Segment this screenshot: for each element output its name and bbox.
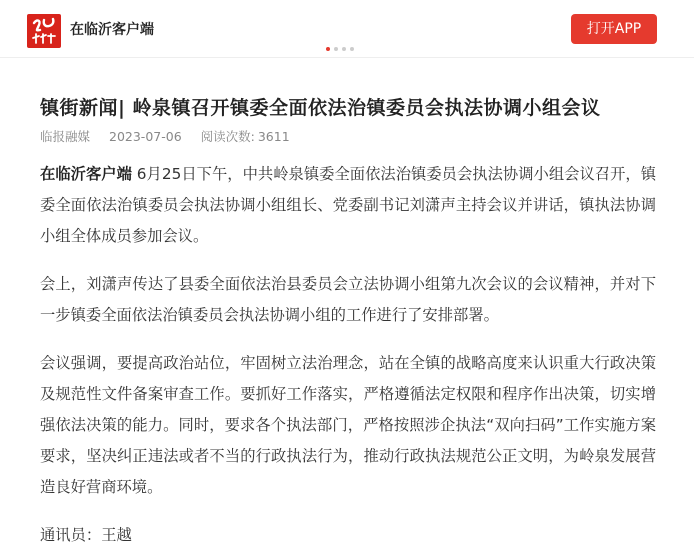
- article-title: 镇街新闻| 岭泉镇召开镇委全面依法治镇委员会执法协调小组会议: [40, 96, 601, 119]
- article-meta: [40, 127, 305, 147]
- reporter-label: 通讯员：: [40, 526, 102, 544]
- article-source: 临报融媒: [40, 129, 91, 144]
- article-paragraph: 会上，刘潇声传达了县委全面依法治县委员会立法协调小组第九次会议的会议精神，并对下一步镇委全面依法治镇委员会执法协调小组的工作进行了安排部署。: [40, 275, 656, 324]
- carousel-indicator: [326, 47, 358, 53]
- carousel-dot[interactable]: [334, 47, 338, 51]
- read-count: [201, 129, 290, 144]
- open-app-button[interactable]: 打开APP: [571, 14, 657, 44]
- article-paragraph: [40, 159, 656, 252]
- article-body: [40, 159, 656, 551]
- article-date: 2023-07-06: [109, 129, 182, 144]
- carousel-dot[interactable]: [342, 47, 346, 51]
- carousel-dot[interactable]: [326, 47, 330, 51]
- reporter-name: 王越: [101, 526, 132, 544]
- carousel-dot[interactable]: [350, 47, 354, 51]
- linyi-logo-icon[interactable]: [27, 14, 61, 48]
- app-header: [0, 0, 694, 58]
- read-count-label: 阅读次数:: [200, 129, 255, 144]
- paragraph-text: 6月25日下午，中共岭泉镇委全面依法治镇委员会执法协调小组会议召开，镇委全面依法治镇委员会执法协调小组组长、党委副书记刘潇声主持会议并讲话，镇执法协调小组全体成员参加会议。: [40, 165, 656, 245]
- article-lead: 在临沂客户端: [40, 165, 132, 183]
- app-name: 在临沂客户端: [70, 22, 154, 38]
- read-count-value: 3611: [257, 129, 290, 144]
- article-paragraph: 会议强调，要提高政治站位，牢固树立法治理念，站在全镇的战略高度来认识重大行政决策及规范性文件备案审查工作。要抓好工作落实，严格遵循法定权限和程序作出决策，切实增强依法决策的能力。同时，要求各个执法部门，严格按照涉企执法“双向扫码”工作实施方案要求，坚决纠正违法或者不当的行政执法行为，推动行政执法规范公正文明，为岭泉发展营造良好营商环境。: [40, 354, 656, 496]
